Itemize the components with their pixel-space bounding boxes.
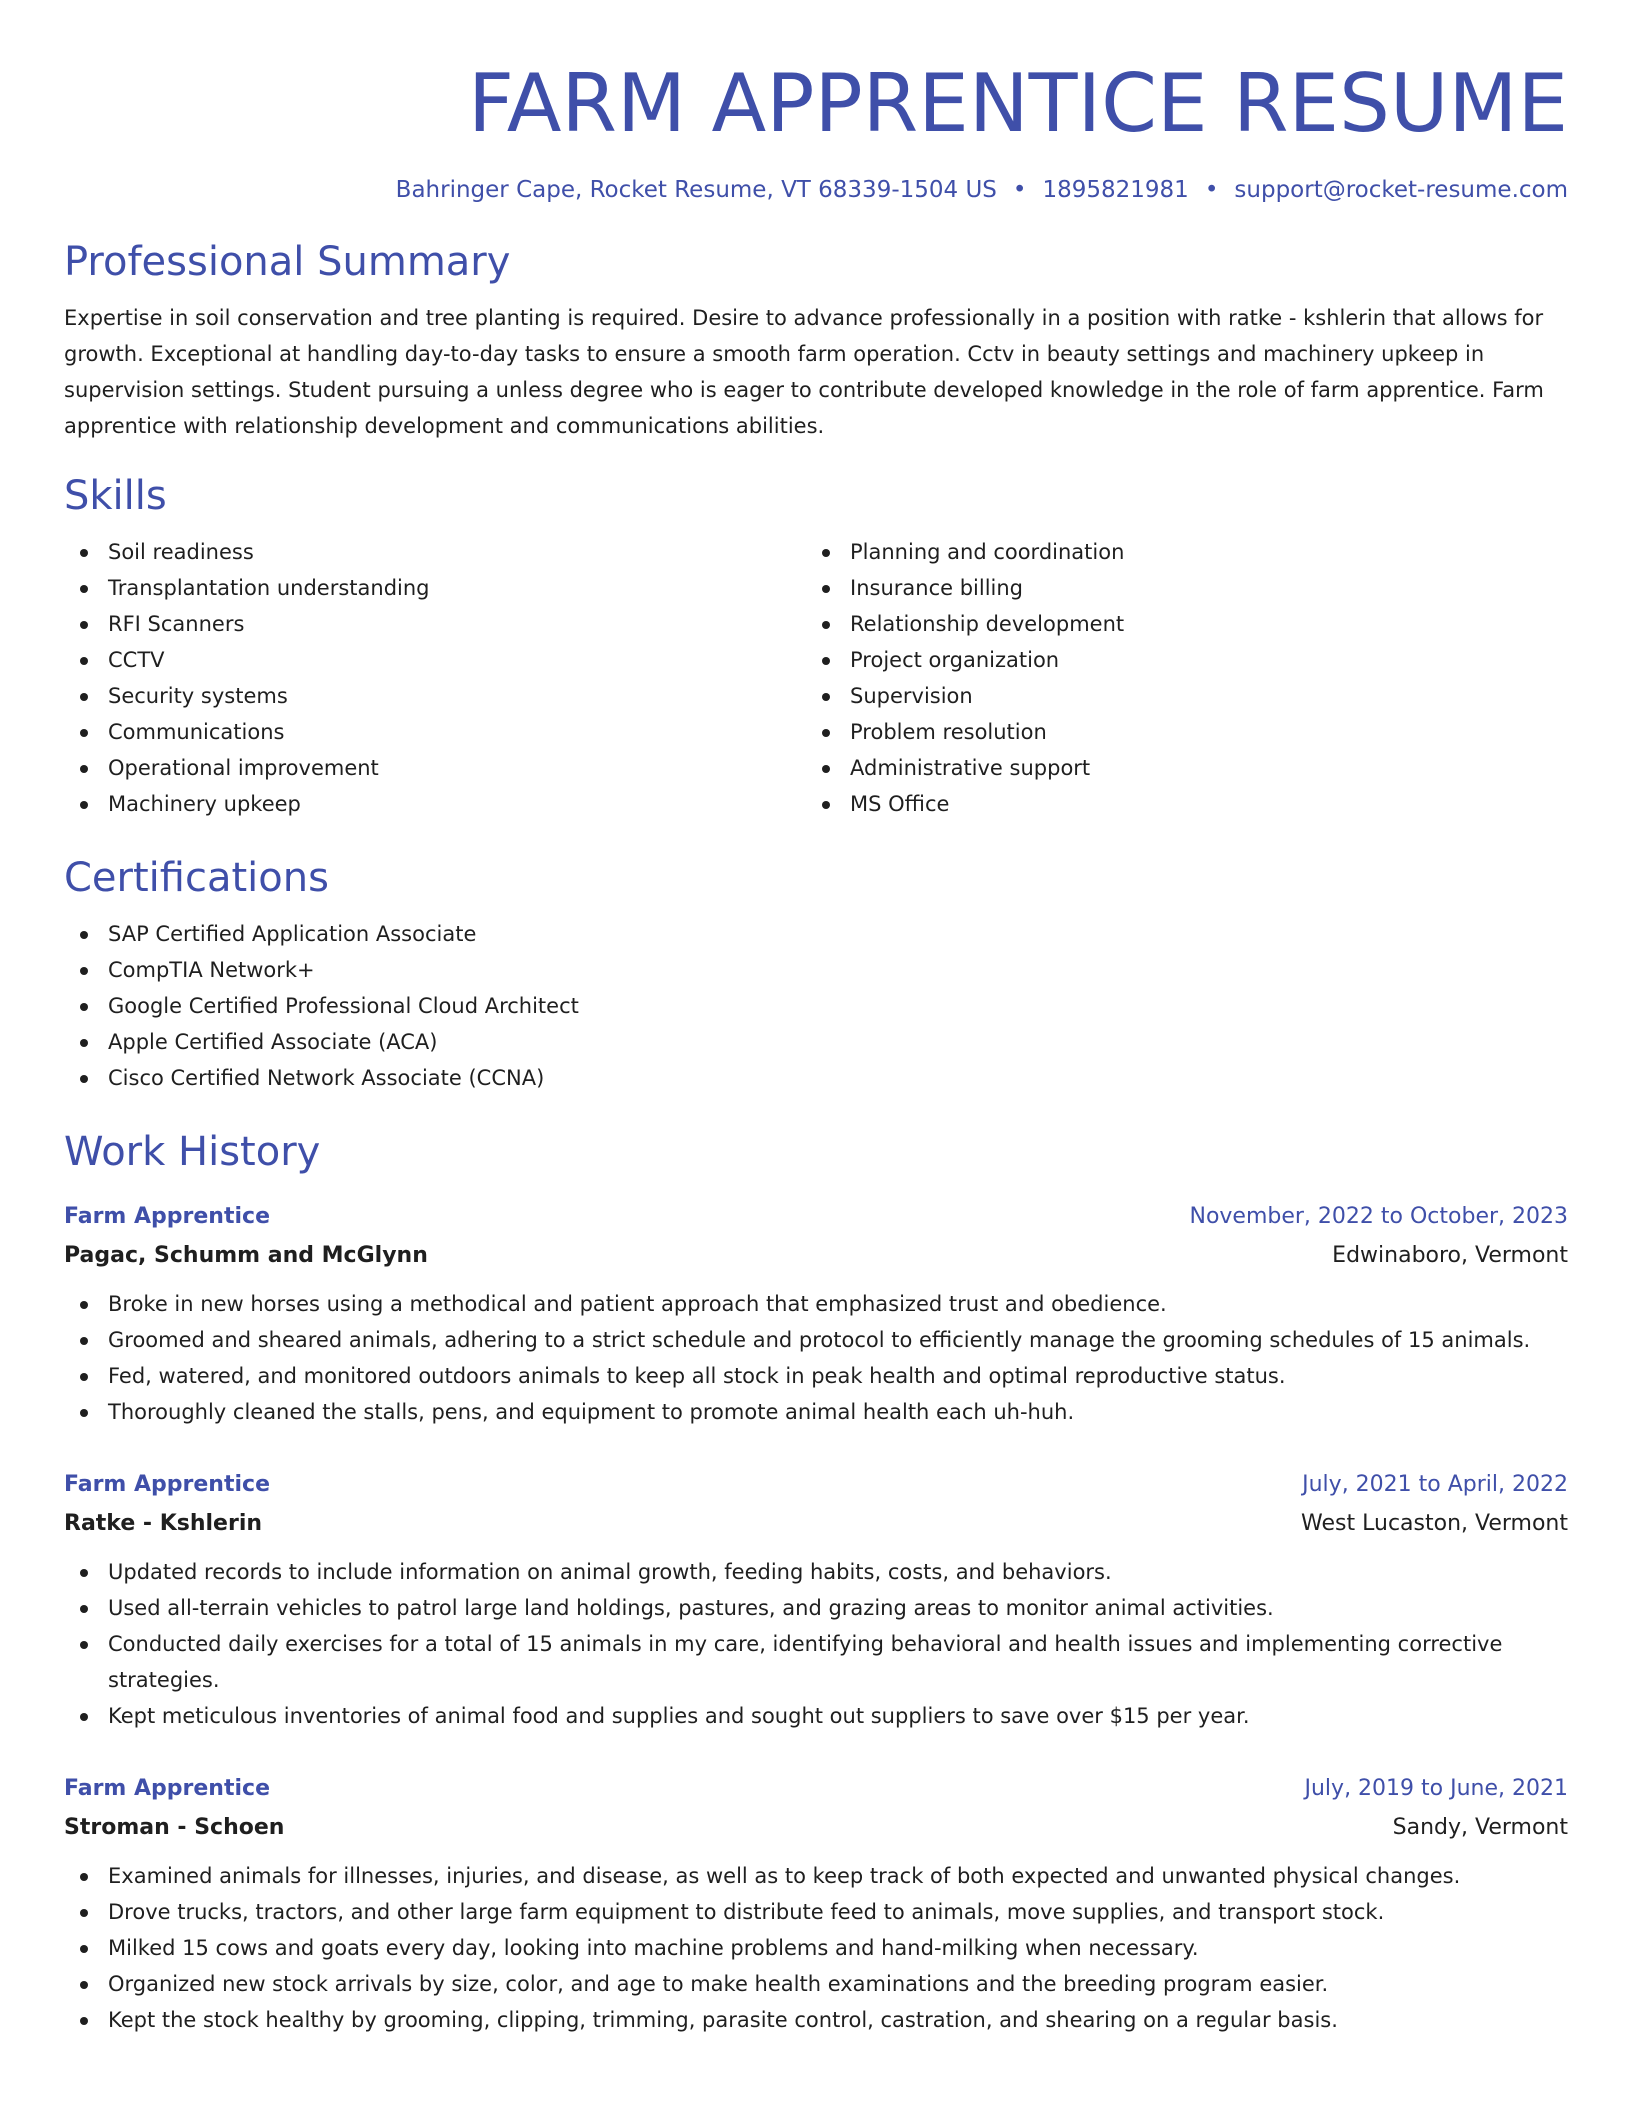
resume-page	[64, 0, 1568, 2038]
job-company: Stroman - Schoen	[64, 1815, 285, 1840]
skill-item: Security systems	[64, 678, 806, 714]
job-title: Farm Apprentice	[64, 1204, 270, 1229]
resume-title: FARM APPRENTICE RESUME	[468, 57, 1568, 150]
certifications-section	[64, 852, 1568, 1096]
job-dates: July, 2021 to April, 2022	[1302, 1472, 1568, 1497]
job-dates: July, 2019 to June, 2021	[1304, 1776, 1568, 1801]
job-header-row	[64, 1198, 1568, 1236]
skills-grid	[64, 534, 1568, 822]
job-entry	[64, 1198, 1568, 1430]
contact-address: Bahringer Cape, Rocket Resume, VT 68339-1504 US	[395, 177, 997, 203]
job-entry	[64, 1770, 1568, 2038]
contact-separator: •	[1012, 177, 1027, 203]
certification-item: SAP Certified Application Associate	[64, 916, 1568, 952]
skill-item: Insurance billing	[806, 570, 1548, 606]
skill-item: CCTV	[64, 642, 806, 678]
certification-item: Apple Certified Associate (ACA)	[64, 1024, 1568, 1060]
skill-item: Transplantation understanding	[64, 570, 806, 606]
skill-item: Problem resolution	[806, 714, 1548, 750]
job-company: Ratke - Kshlerin	[64, 1511, 263, 1536]
job-bullet: Updated records to include information on animal growth, feeding habits, costs, and behaviors.	[64, 1554, 1568, 1590]
job-company: Pagac, Schumm and McGlynn	[64, 1243, 428, 1268]
skill-item: Project organization	[806, 642, 1548, 678]
certification-item: Google Certified Professional Cloud Architect	[64, 988, 1568, 1024]
skills-list-left	[64, 534, 806, 822]
job-location: Edwinaboro, Vermont	[1332, 1243, 1568, 1268]
contact-separator: •	[1204, 177, 1219, 203]
job-bullet: Broke in new horses using a methodical and patient approach that emphasized trust and obedience.	[64, 1286, 1568, 1322]
job-company-row	[64, 1808, 1568, 1848]
skill-item: Communications	[64, 714, 806, 750]
job-bullets	[64, 1286, 1568, 1430]
job-header-row	[64, 1770, 1568, 1808]
skills-list-right	[806, 534, 1548, 822]
job-location: Sandy, Vermont	[1392, 1815, 1568, 1840]
job-bullet: Drove trucks, tractors, and other large farm equipment to distribute feed to animals, move supplies, and transport stock.	[64, 1894, 1568, 1930]
certification-item: Cisco Certified Network Associate (CCNA)	[64, 1060, 1568, 1096]
work-history-section	[64, 1126, 1568, 2038]
certifications-list	[64, 916, 1568, 1096]
job-bullet: Milked 15 cows and goats every day, looking into machine problems and hand-milking when necessary.	[64, 1930, 1568, 1966]
job-bullet: Thoroughly cleaned the stalls, pens, and equipment to promote animal health each uh-huh.	[64, 1394, 1568, 1430]
job-bullet: Kept meticulous inventories of animal food and supplies and sought out suppliers to save over $15 per year.	[64, 1698, 1568, 1734]
skill-item: Administrative support	[806, 750, 1548, 786]
skill-item: Operational improvement	[64, 750, 806, 786]
contact-email: support@rocket-resume.com	[1234, 177, 1568, 203]
certification-item: CompTIA Network+	[64, 952, 1568, 988]
section-heading-work-history: Work History	[64, 1129, 321, 1175]
contact-phone: 1895821981	[1042, 177, 1189, 203]
job-bullet: Groomed and sheared animals, adhering to a strict schedule and protocol to efficiently manage the grooming schedules of 15 animals.	[64, 1322, 1568, 1358]
job-title: Farm Apprentice	[64, 1776, 270, 1801]
job-bullet: Examined animals for illnesses, injuries, and disease, as well as to keep track of both expected and unwanted physical changes.	[64, 1858, 1568, 1894]
skill-item: Machinery upkeep	[64, 786, 806, 822]
summary-text: Expertise in soil conservation and tree planting is required. Desire to advance professionally in a position with ratke - kshlerin that allows for growth. Exceptional at handling day-to-day tasks to ensure a smooth farm operation. Cctv in beauty settings and machinery upkeep in supervision settings. Student pursuing a unless degree who is eager to contribute developed knowledge in the role of farm apprentice. Farm apprentice with relationship development and communications abilities.	[64, 306, 1544, 438]
job-location: West Lucaston, Vermont	[1301, 1511, 1568, 1536]
contact-line	[64, 174, 1568, 206]
job-header-row	[64, 1466, 1568, 1504]
job-company-row	[64, 1504, 1568, 1544]
section-heading-certifications: Certifications	[64, 855, 329, 901]
job-title: Farm Apprentice	[64, 1472, 270, 1497]
job-entry	[64, 1466, 1568, 1734]
job-bullet: Fed, watered, and monitored outdoors animals to keep all stock in peak health and optimal reproductive status.	[64, 1358, 1568, 1394]
job-bullets	[64, 1554, 1568, 1734]
skill-item: Relationship development	[806, 606, 1548, 642]
section-heading-summary: Professional Summary	[64, 239, 511, 285]
job-bullet: Kept the stock healthy by grooming, clipping, trimming, parasite control, castration, and shearing on a regular basis.	[64, 2002, 1568, 2038]
skill-item: Planning and coordination	[806, 534, 1548, 570]
professional-summary-section	[64, 236, 1568, 444]
job-company-row	[64, 1236, 1568, 1276]
job-bullet: Used all-terrain vehicles to patrol large land holdings, pastures, and grazing areas to monitor animal activities.	[64, 1590, 1568, 1626]
section-heading-skills: Skills	[64, 473, 167, 519]
skill-item: Supervision	[806, 678, 1548, 714]
skill-item: MS Office	[806, 786, 1548, 822]
skill-item: Soil readiness	[64, 534, 806, 570]
job-bullet: Conducted daily exercises for a total of 15 animals in my care, identifying behavioral and health issues and implementing corrective strategies.	[64, 1626, 1568, 1698]
job-dates: November, 2022 to October, 2023	[1189, 1204, 1568, 1229]
skills-section	[64, 470, 1568, 822]
job-bullets	[64, 1858, 1568, 2038]
job-bullet: Organized new stock arrivals by size, color, and age to make health examinations and the breeding program easier.	[64, 1966, 1568, 2002]
skill-item: RFI Scanners	[64, 606, 806, 642]
